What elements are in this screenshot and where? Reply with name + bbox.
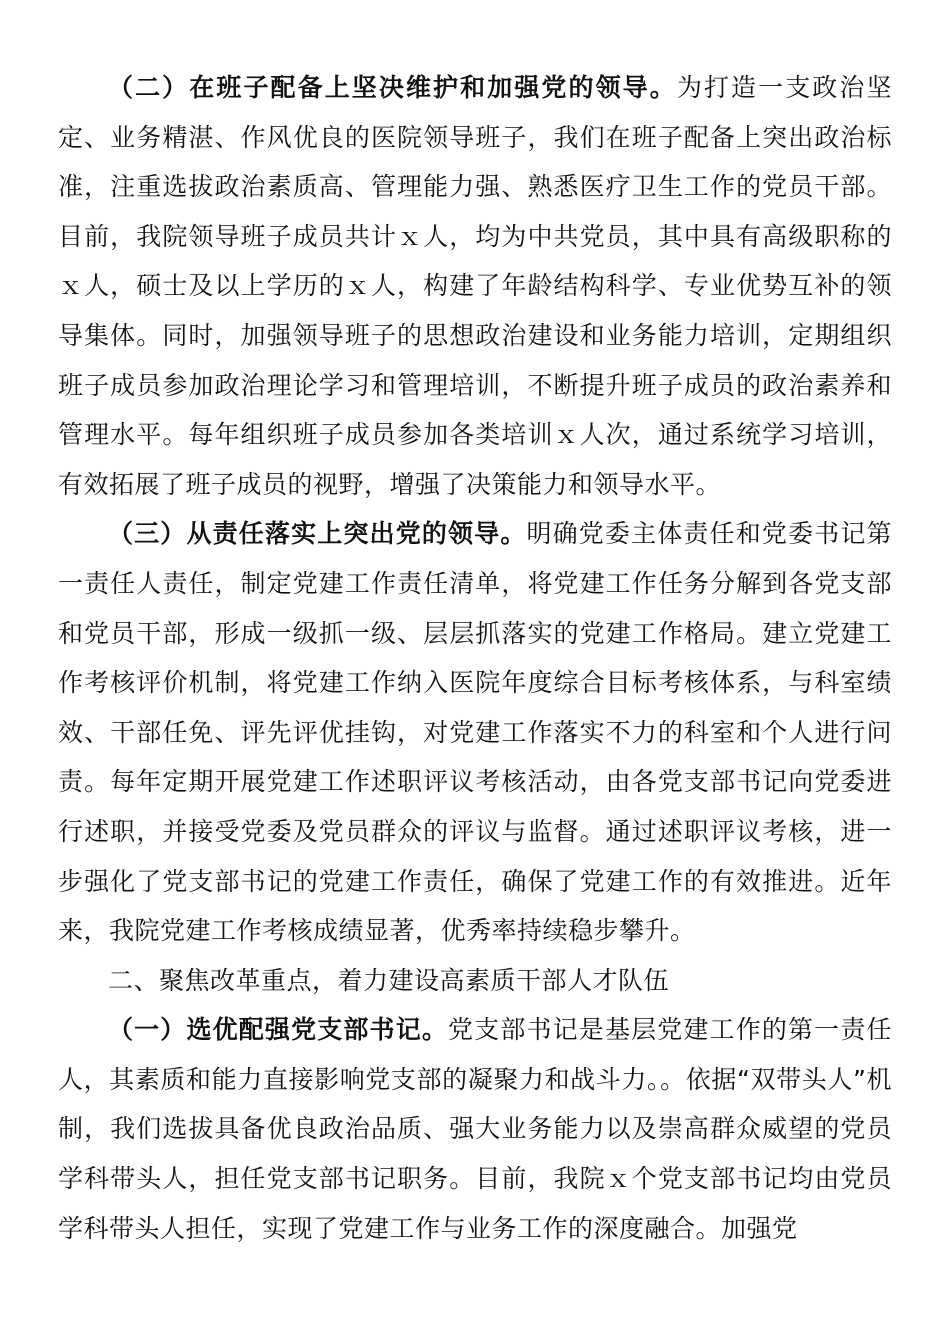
paragraph-body: 为打造一支政治坚定、业务精湛、作风优良的医院领导班子，我们在班子配备上突出政治标准，注重选拔政治素质高、管理能力强、熟悉医疗卫生工作的党员干部。目前，我院领导班子成员共计ｘ人，均为中共党员，其中具有高级职称的ｘ人，硕士及以上学历的ｘ人，构建了年龄结构科学、专业优势互补的领导集体。同时，加强领导班子的思想政治建设和业务能力培训，定期组织班子成员参加政治理论学习和管理培训，不断提升班子成员的政治素养和管理水平。每年组织班子成员参加各类培训ｘ人次，通过系统学习培训，有效拓展了班子成员的视野，增强了决策能力和领导水平。 bbox=[58, 73, 892, 499]
paragraph-lead: （三）从责任落实上突出党的领导。 bbox=[108, 519, 527, 549]
section-heading: 二、聚焦改革重点，着力建设高素质干部人才队伍 bbox=[108, 965, 670, 995]
paragraph-responsibility bbox=[58, 509, 892, 955]
paragraph-body: 明确党委主体责任和党委书记第一责任人责任，制定党建工作责任清单，将党建工作任务分解到各党支部和党员干部，形成一级抓一级、层层抓落实的党建工作格局。建立党建工作考核评价机制，将党建工作纳入医院年度综合目标考核体系，与科室绩效、干部任免、评先评优挂钩，对党建工作落实不力的科室和个人进行问责。每年定期开展党建工作述职评议考核活动，由各党支部书记向党委进行述职，并接受党委及党员群众的评议与监督。通过述职评议考核，进一步强化了党支部书记的党建工作责任，确保了党建工作的有效推进。近年来，我院党建工作考核成绩显著，优秀率持续稳步攀升。 bbox=[58, 519, 892, 946]
paragraph-branch-secretary bbox=[58, 1005, 892, 1253]
paragraph-lead: （二）在班子配备上坚决维护和加强党的领导。 bbox=[108, 73, 677, 102]
paragraph-leadership-team bbox=[58, 63, 892, 509]
paragraph-lead: （一）选优配强党支部书记。 bbox=[108, 1015, 449, 1045]
paragraph-body: 党支部书记是基层党建工作的第一责任人，其素质和能力直接影响党支部的凝聚力和战斗力。。依据“双带头人”机制，我们选拔具备优良政治品质、强大业务能力以及崇高群众威望的党员学科带头人，担任党支部书记职务。目前，我院ｘ个党支部书记均由党员学科带头人担任，实现了党建工作与业务工作的深度融合。加强党 bbox=[58, 1015, 892, 1243]
document-page bbox=[58, 63, 892, 1253]
